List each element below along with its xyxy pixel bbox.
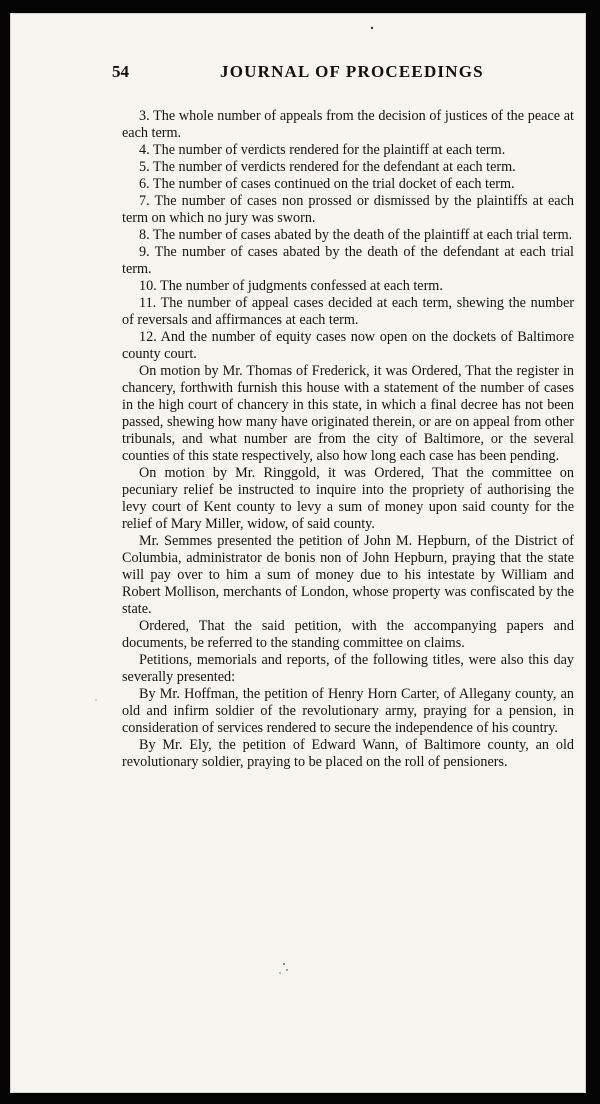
hoffman-petition-paragraph: By Mr. Hoffman, the petition of Henry Horn Carter, of Allegany county, an old and infirm soldier of the revolutionary army, praying for a pension, in consideration of services rendered to secure the independence of his country. bbox=[122, 686, 574, 736]
paragraph-item-6: 6. The number of cases continued on the trial docket of each term. bbox=[139, 176, 515, 192]
page-number: 54 bbox=[112, 62, 129, 81]
paragraph-item-11: 11. The number of appeal cases decided at each term, shewing the number of reversals and affirmances at each term. bbox=[122, 295, 574, 328]
paragraph-item-3: 3. The whole number of appeals from the decision of justices of the peace at each term. bbox=[122, 108, 574, 141]
motion-ringgold-paragraph: On motion by Mr. Ringgold, it was Ordered, That the committee on pecuniary relief be instructed to inquire into the propriety of authorising the levy court of Kent county to levy a sum of money upon said county for the relief of Mary Miller, widow, of said county. bbox=[122, 465, 574, 532]
semmes-petition-paragraph: Mr. Semmes presented the petition of John M. Hepburn, of the District of Columbia, administrator de bonis non of John Hepburn, praying that the state will pay over to him a sum of money due to his intestate by William and Robert Mollison, merchants of London, whose property was confiscated by the state. bbox=[122, 533, 574, 617]
paragraph-item-5: 5. The number of verdicts rendered for the defendant at each term. bbox=[139, 159, 516, 175]
petitions-intro-paragraph: Petitions, memorials and reports, of the following titles, were also this day severally presented: bbox=[122, 652, 574, 685]
paragraph-item-8: 8. The number of cases abated by the death of the plaintiff at each trial term. bbox=[139, 227, 573, 243]
page-title: JOURNAL OF PROCEEDINGS bbox=[220, 62, 484, 81]
ely-petition-paragraph: By Mr. Ely, the petition of Edward Wann, of Baltimore county, an old revolutionary soldier, praying to be placed on the roll of pensioners. bbox=[122, 737, 574, 770]
motion-thomas-paragraph: On motion by Mr. Thomas of Frederick, it was Ordered, That the register in chancery, forthwith furnish this house with a statement of the number of cases in the high court of chancery in this state, in which a final decree has not been passed, shewing how many have originated therein, or are on appeal from other tribunals, and what number are from the city of Baltimore, or the several counties of this state respectively, also how long each case has been pending. bbox=[122, 363, 574, 464]
referral-order-paragraph: Ordered, That the said petition, with the accompanying papers and documents, be referred to the standing committee on claims. bbox=[122, 618, 574, 651]
paragraph-item-4: 4. The number of verdicts rendered for the plaintiff at each term. bbox=[139, 142, 506, 158]
paragraph-item-9: 9. The number of cases abated by the death of the defendant at each trial term. bbox=[122, 244, 574, 277]
journal-body bbox=[122, 108, 574, 771]
paragraph-item-7: 7. The number of cases non prossed or dismissed by the plaintiffs at each term on which no jury was sworn. bbox=[122, 193, 574, 226]
paragraph-item-12: 12. And the number of equity cases now open on the dockets of Baltimore county court. bbox=[122, 329, 574, 362]
paragraph-item-10: 10. The number of judgments confessed at each term. bbox=[139, 278, 443, 294]
